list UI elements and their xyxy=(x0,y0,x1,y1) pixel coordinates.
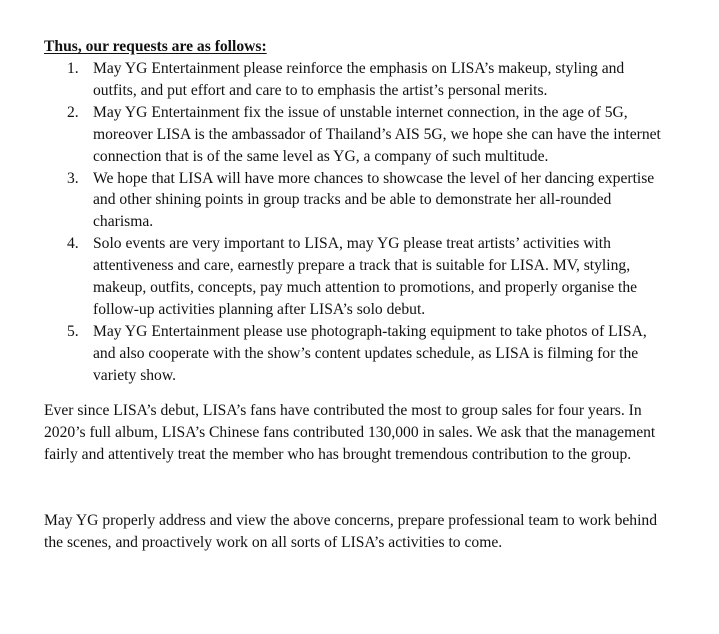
body-paragraph-closing-request: May YG properly address and view the above concerns, prepare professional team to work behind the scenes, and proactively work on all sorts of LISA’s activities to come. xyxy=(44,512,658,551)
request-text: We hope that LISA will have more chances to showcase the level of her dancing expertise and other shining points in group tracks and be able to demonstrate her all-rounded charisma. xyxy=(93,169,655,231)
request-item-3 xyxy=(0,168,668,234)
request-number: 2. xyxy=(67,103,79,121)
request-item-1 xyxy=(0,58,668,102)
request-item-2 xyxy=(0,102,668,168)
request-number: 4. xyxy=(67,235,79,253)
request-text: May YG Entertainment please reinforce the emphasis on LISA’s makeup, styling and outfits, and put effort and care to to emphasis the artist’s personal merits. xyxy=(93,60,625,99)
request-text: May YG Entertainment fix the issue of unstable internet connection, in the age of 5G, moreover LISA is the ambassador of Thailand’s AIS 5G, we hope she can have the internet connection that is of the same level as YG, a company of such multitude. xyxy=(93,103,661,165)
request-number: 5. xyxy=(67,322,79,340)
request-number: 3. xyxy=(67,169,79,187)
request-text: May YG Entertainment please use photograph-taking equipment to take photos of LISA, and also cooperate with the show’s content updates schedule, as LISA is filming for the variety show. xyxy=(93,322,647,384)
body-paragraph-fan-contribution: Ever since LISA’s debut, LISA’s fans have contributed the most to group sales for four years. In 2020’s full album, LISA’s Chinese fans contributed 130,000 in sales. We ask that the management fairly and attentively treat the member who has brought tremendous contribution to the group. xyxy=(44,402,656,463)
request-text: Solo events are very important to LISA, may YG please treat artists’ activities with attentiveness and care, earnestly prepare a track that is suitable for LISA. MV, styling, makeup, outfits, concepts, pay much attention to promotions, and properly organise the follow-up activities planning after LISA’s solo debut. xyxy=(93,235,638,318)
section-heading: Thus, our requests are as follows: xyxy=(44,38,267,55)
requests-list xyxy=(0,58,719,387)
request-number: 1. xyxy=(67,60,79,77)
request-item-5 xyxy=(0,321,668,387)
request-item-4 xyxy=(0,233,668,321)
